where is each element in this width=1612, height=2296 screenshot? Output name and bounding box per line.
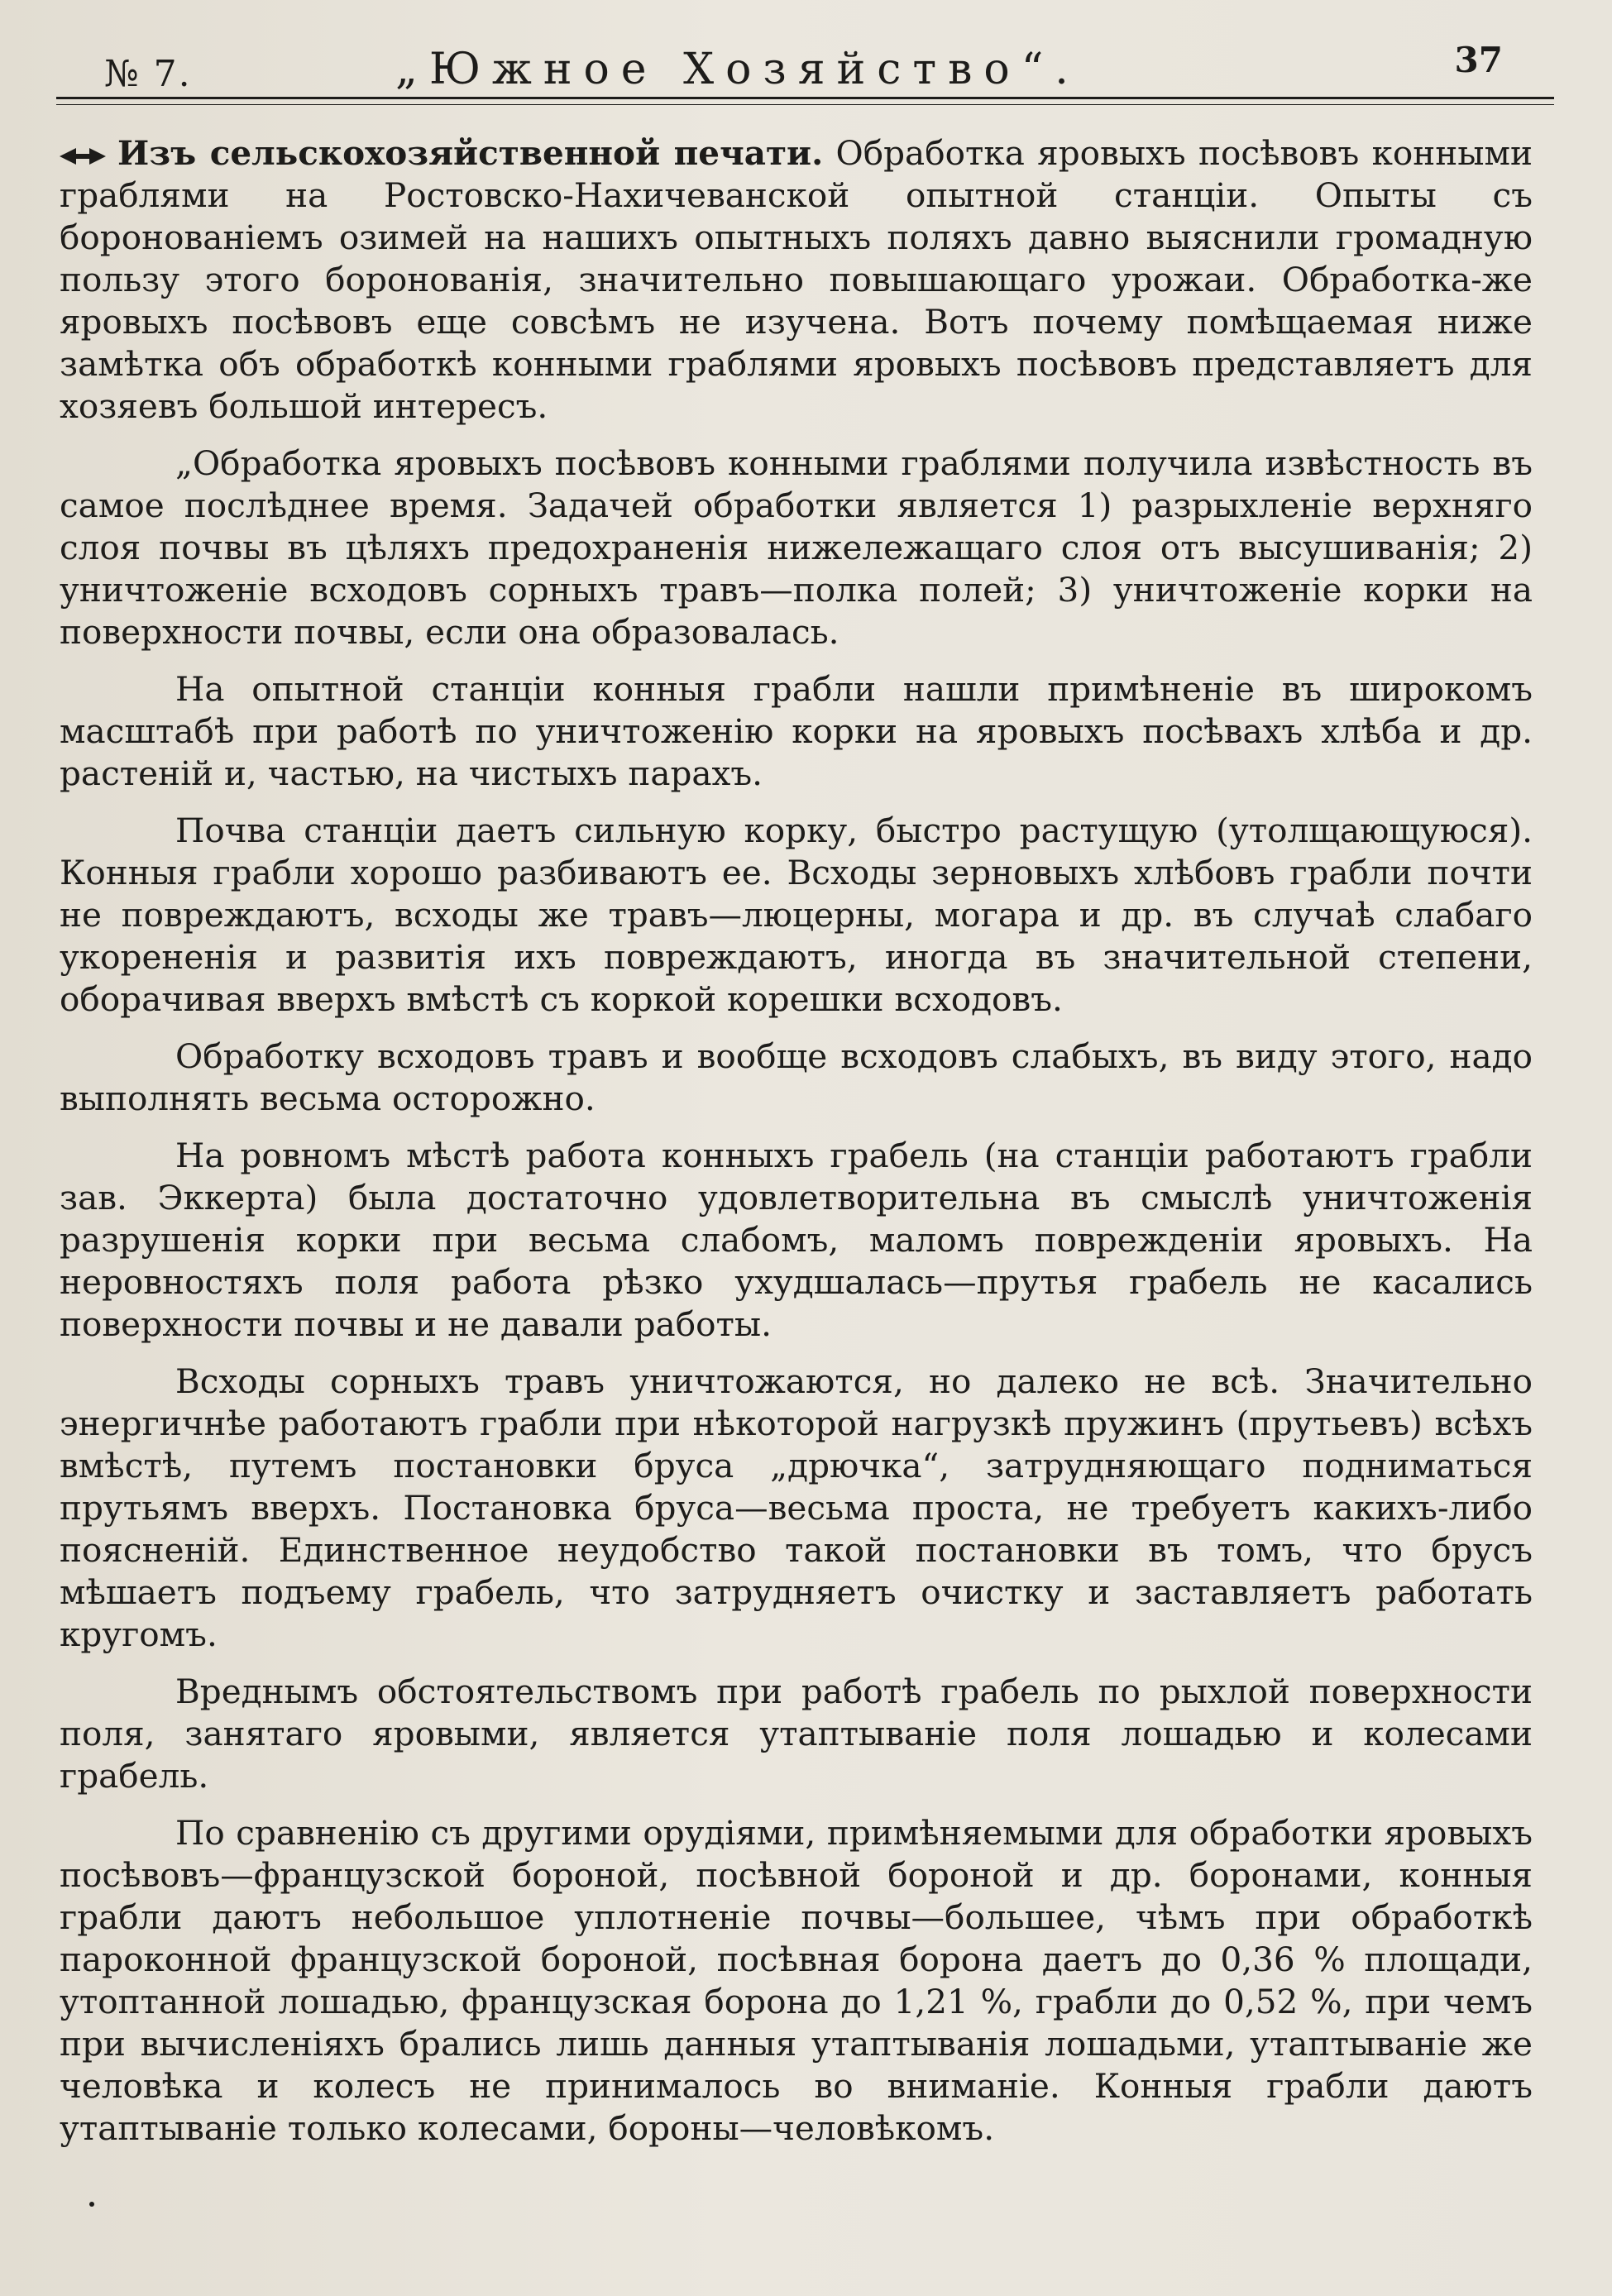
journal-title: „Южное Хозяйство“. xyxy=(395,45,1080,94)
paragraph-3: Почва станціи даетъ сильную корку, быстро растущую (утолщающуюся). Конныя грабли хорошо разбиваютъ ее. Всходы зерновыхъ хлѣбовъ грабли почти не повреждаютъ, всходы же травъ—люцерны, могара и др. въ случаѣ слабаго укорененія и развитія ихъ повреждаютъ, иногда въ значительной степени, оборачивая вверхъ вмѣстѣ съ коркой корешки всходовъ. xyxy=(60,811,1533,1019)
issue-number: № 7. xyxy=(104,53,192,95)
section-ornament-icon xyxy=(60,147,106,165)
paragraph-8: По сравненію съ другими орудіями, примѣняемыми для обработки яровыхъ посѣвовъ—французской бороной, посѣвной бороной и др. боронами, конныя грабли даютъ небольшое уплотненіе почвы—большее, чѣмъ при обработкѣ пароконной французской бороной, посѣвная борона даетъ до 0,36 % площади, утоптанной лошадью, французская борона до 1,21 %, грабли до 0,52 %, при чемъ при вычисленіяхъ брались лишь данныя утаптыванія лошадьми, утаптываніе же человѣка и колесъ не принималось во вниманіе. Конныя грабли даютъ утаптываніе только колесами, бороны—человѣкомъ. xyxy=(60,1813,1533,2148)
intro-text: Обработка яровыхъ посѣвовъ конными граблями на Ростовско-Нахичеванской опытной станціи. Опыты съ боронованіемъ озимей на нашихъ опытныхъ поляхъ давно выяснили громадную пользу этого боронованія, значительно повышающаго урожаи. Обработка-же яровыхъ посѣвовъ еще совсѣмъ не изучена. Вотъ почему помѣщаемая ниже замѣтка объ обработкѣ конными граблями яровыхъ посѣвовъ представляетъ для хозяевъ большой интересъ. xyxy=(60,133,1533,426)
paragraph-5: На ровномъ мѣстѣ работа конныхъ грабель (на станціи работаютъ грабли зав. Эккерта) была достаточно удовлетворительна въ смыслѣ уничтоженія разрушенія корки при весьма слабомъ, маломъ поврежденіи яровыхъ. На неровностяхъ поля работа рѣзко ухудшалась—прутья грабель не касались поверхности почвы и не давали работы. xyxy=(60,1136,1533,1344)
section-heading: Изъ сельскохозяйственной печати. xyxy=(117,133,824,173)
print-speck xyxy=(89,2202,94,2207)
page-number: 37 xyxy=(1454,40,1503,80)
paragraph-6: Всходы сорныхъ травъ уничтожаются, но далеко не всѣ. Значительно энергичнѣе работаютъ грабли при нѣкоторой нагрузкѣ пружинъ (прутьевъ) всѣхъ вмѣстѣ, путемъ постановки бруса „дрючка“, затрудняющаго подниматься прутьямъ вверхъ. Постановка бруса—весьма проста, не требуетъ какихъ-либо поясненій. Единственное неудобство такой постановки въ томъ, что брусъ мѣшаетъ подъему грабель, что затрудняетъ очистку и заставляетъ работать кругомъ. xyxy=(60,1361,1533,1654)
paragraph-1: „Обработка яровыхъ посѣвовъ конными граблями получила извѣстность въ самое послѣднее время. Задачей обработки является 1) разрыхленіе верхняго слоя почвы въ цѣляхъ предохраненія нижележащаго слоя отъ высушиванія; 2) уничтоженіе всходовъ сорныхъ травъ—полка полей; 3) уничтоженіе корки на поверхности почвы, если она образовалась. xyxy=(60,443,1533,652)
header-rule xyxy=(56,97,1554,99)
intro-paragraph xyxy=(60,132,1533,428)
paragraph-4: Обработку всходовъ травъ и вообще всходовъ слабыхъ, въ виду этого, надо выполнять весьма осторожно. xyxy=(60,1036,1533,1118)
paragraph-2: На опытной станціи конныя грабли нашли примѣненіе въ широкомъ масштабѣ при работѣ по уничтоженію корки на яровыхъ посѣвахъ хлѣба и др. растеній и, частью, на чистыхъ парахъ. xyxy=(60,669,1533,793)
page-header xyxy=(56,23,1554,99)
article-body xyxy=(60,132,1533,2164)
paragraph-7: Вреднымъ обстоятельствомъ при работѣ грабель по рыхлой поверхности поля, занятаго яровыми, является утаптываніе поля лошадью и колесами грабель. xyxy=(60,1672,1533,1796)
header-rule-thin xyxy=(56,104,1554,105)
